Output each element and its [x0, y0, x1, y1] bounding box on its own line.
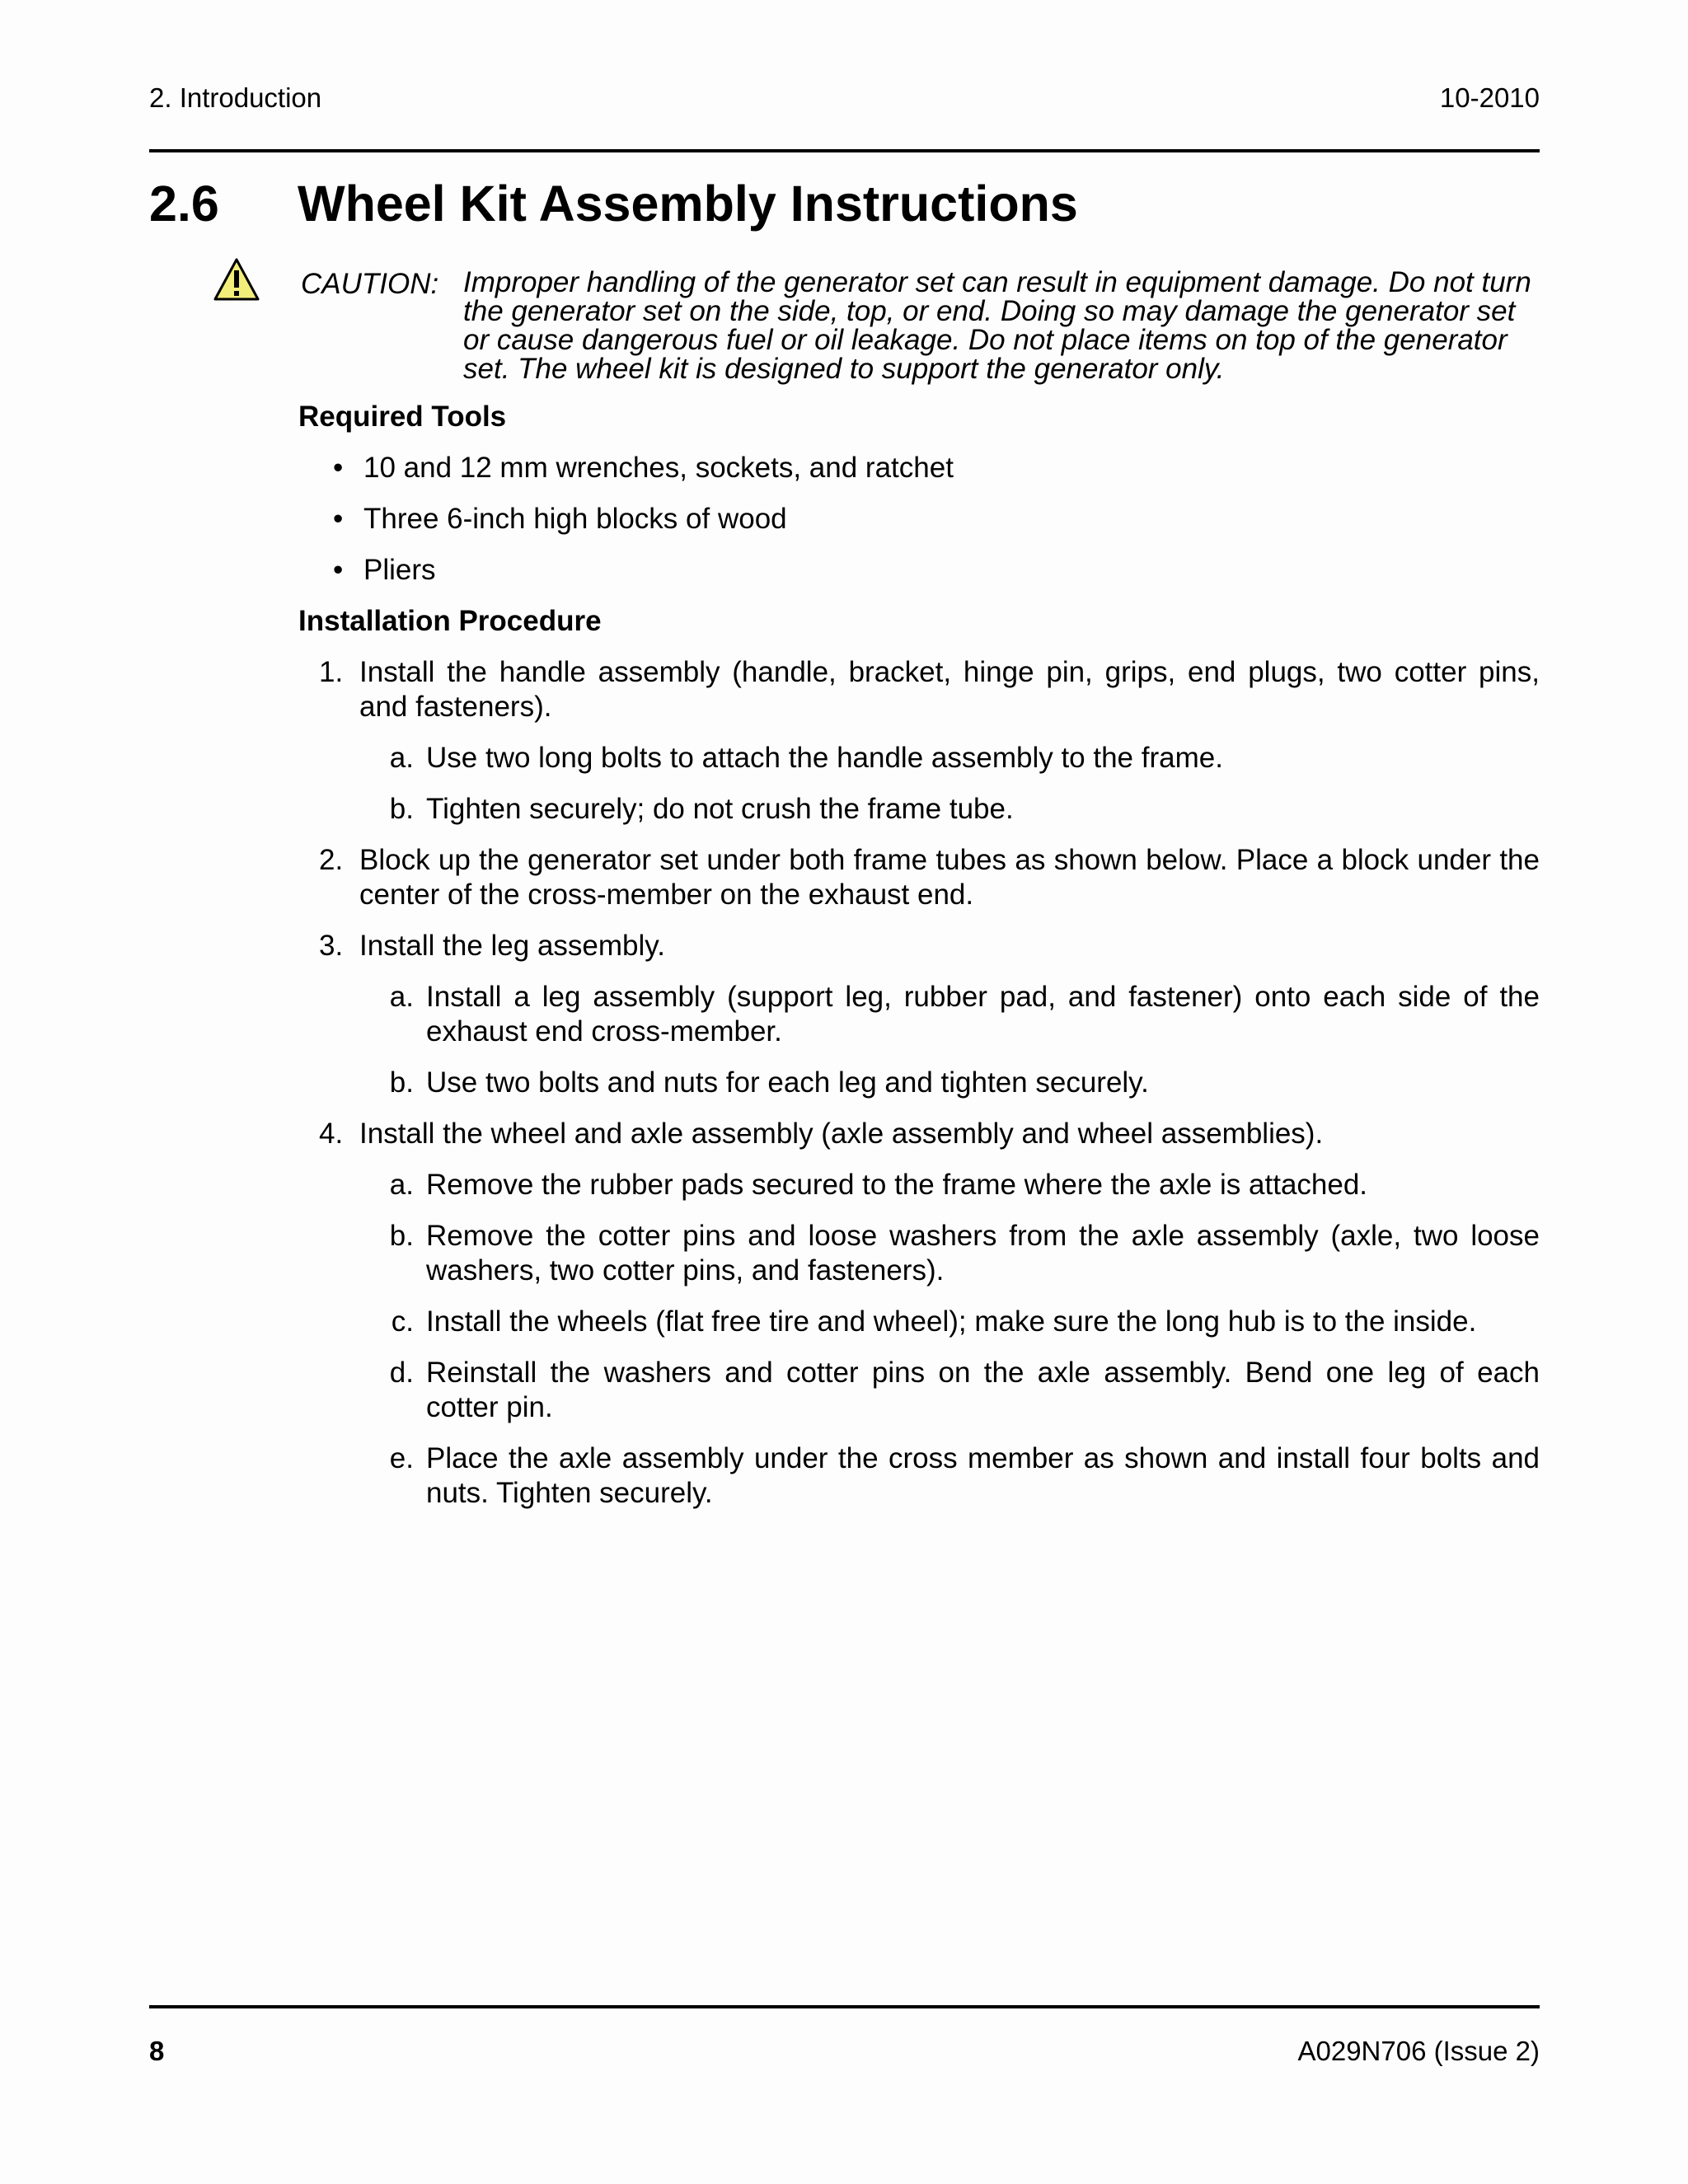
caution-label: CAUTION:: [301, 268, 439, 300]
tool-text: 10 and 12 mm wrenches, sockets, and ratchet: [363, 452, 954, 484]
substep-letter: b.: [389, 1066, 414, 1099]
tool-item: [298, 502, 1540, 537]
step-number: 3.: [319, 930, 344, 962]
substep-text: Install a leg assembly (support leg, rubber pad, and fastener) onto each side of the exhaust end cross-member.: [426, 981, 1540, 1047]
step-text: Install the leg assembly.: [359, 930, 665, 962]
procedure-steps: [298, 655, 1540, 1511]
page-number: 8: [149, 2036, 165, 2066]
substep: [359, 1305, 1540, 1339]
bullet-icon: •: [333, 554, 344, 586]
procedure-heading: Installation Procedure: [298, 605, 602, 637]
substep-letter: e.: [389, 1442, 414, 1474]
footer-rule: [149, 2005, 1540, 2008]
tool-text: Pliers: [363, 554, 436, 586]
bullet-icon: •: [333, 503, 344, 535]
substep: [359, 1168, 1540, 1202]
substep-text: Remove the cotter pins and loose washers from the axle assembly (axle, two loose washers, two cotter pins, and fasteners).: [426, 1220, 1540, 1286]
procedure-step: [298, 929, 1540, 1100]
step-text: Install the handle assembly (handle, bracket, hinge pin, grips, end plugs, two cotter pins, and fasteners).: [359, 656, 1540, 723]
procedure-step: [298, 843, 1540, 912]
step-number: 4.: [319, 1118, 344, 1150]
header-date: 10-2010: [1439, 82, 1540, 113]
substep-letter: b.: [389, 1220, 414, 1252]
substep: [359, 1066, 1540, 1100]
running-header: [149, 82, 1540, 122]
procedure-step: [298, 1117, 1540, 1511]
required-tools-list: [298, 451, 1540, 588]
document-id: A029N706 (Issue 2): [1297, 2036, 1540, 2066]
substep-letter: c.: [391, 1305, 414, 1338]
substep: [359, 741, 1540, 776]
substep-letter: a.: [389, 981, 414, 1013]
warning-triangle-icon: [213, 257, 260, 302]
substep-letter: d.: [389, 1357, 414, 1389]
substep-list: [359, 1168, 1540, 1511]
step-text: Block up the generator set under both frame tubes as shown below. Place a block under the center of the cross-member on the exhaust end.: [359, 844, 1540, 911]
tool-item: [298, 451, 1540, 485]
substep: [359, 1356, 1540, 1425]
substep-text: Install the wheels (flat free tire and wheel); make sure the long hub is to the inside.: [426, 1305, 1477, 1338]
substep-text: Tighten securely; do not crush the frame tube.: [426, 793, 1014, 825]
substep-letter: b.: [389, 793, 414, 825]
substep-text: Reinstall the washers and cotter pins on the axle assembly. Bend one leg of each cotter pin.: [426, 1357, 1540, 1423]
document-body: [298, 400, 1540, 1527]
substep-list: [359, 980, 1540, 1100]
substep: [359, 1441, 1540, 1511]
substep: [359, 980, 1540, 1049]
bullet-icon: •: [333, 452, 344, 484]
caution-text: Improper handling of the generator set can result in equipment damage. Do not turn the generator set on the side, top, or end. Doing so may damage the generator set or cause dangerous fuel or oil leakage. Do not place items on top of the generator set. The wheel kit is designed to support the generator only.: [463, 266, 1531, 385]
tool-text: Three 6-inch high blocks of wood: [363, 503, 787, 535]
section-number: 2.6: [149, 176, 219, 232]
substep-text: Remove the rubber pads secured to the frame where the axle is attached.: [426, 1169, 1368, 1201]
step-number: 2.: [319, 844, 344, 876]
step-text: Install the wheel and axle assembly (axle assembly and wheel assemblies).: [359, 1118, 1324, 1150]
tool-item: [298, 553, 1540, 588]
substep-text: Place the axle assembly under the cross member as shown and install four bolts and nuts. Tighten securely.: [426, 1442, 1540, 1509]
section-heading: Wheel Kit Assembly Instructions: [298, 176, 1078, 232]
substep: [359, 792, 1540, 827]
substep: [359, 1219, 1540, 1288]
required-tools-heading: Required Tools: [298, 401, 507, 433]
header-rule: [149, 149, 1540, 152]
procedure-step: [298, 655, 1540, 827]
step-number: 1.: [319, 656, 344, 688]
header-section: 2. Introduction: [149, 82, 322, 113]
substep-letter: a.: [389, 1169, 414, 1201]
substep-text: Use two long bolts to attach the handle assembly to the frame.: [426, 742, 1223, 774]
substep-text: Use two bolts and nuts for each leg and tighten securely.: [426, 1066, 1149, 1099]
substep-list: [359, 741, 1540, 827]
substep-letter: a.: [389, 742, 414, 774]
